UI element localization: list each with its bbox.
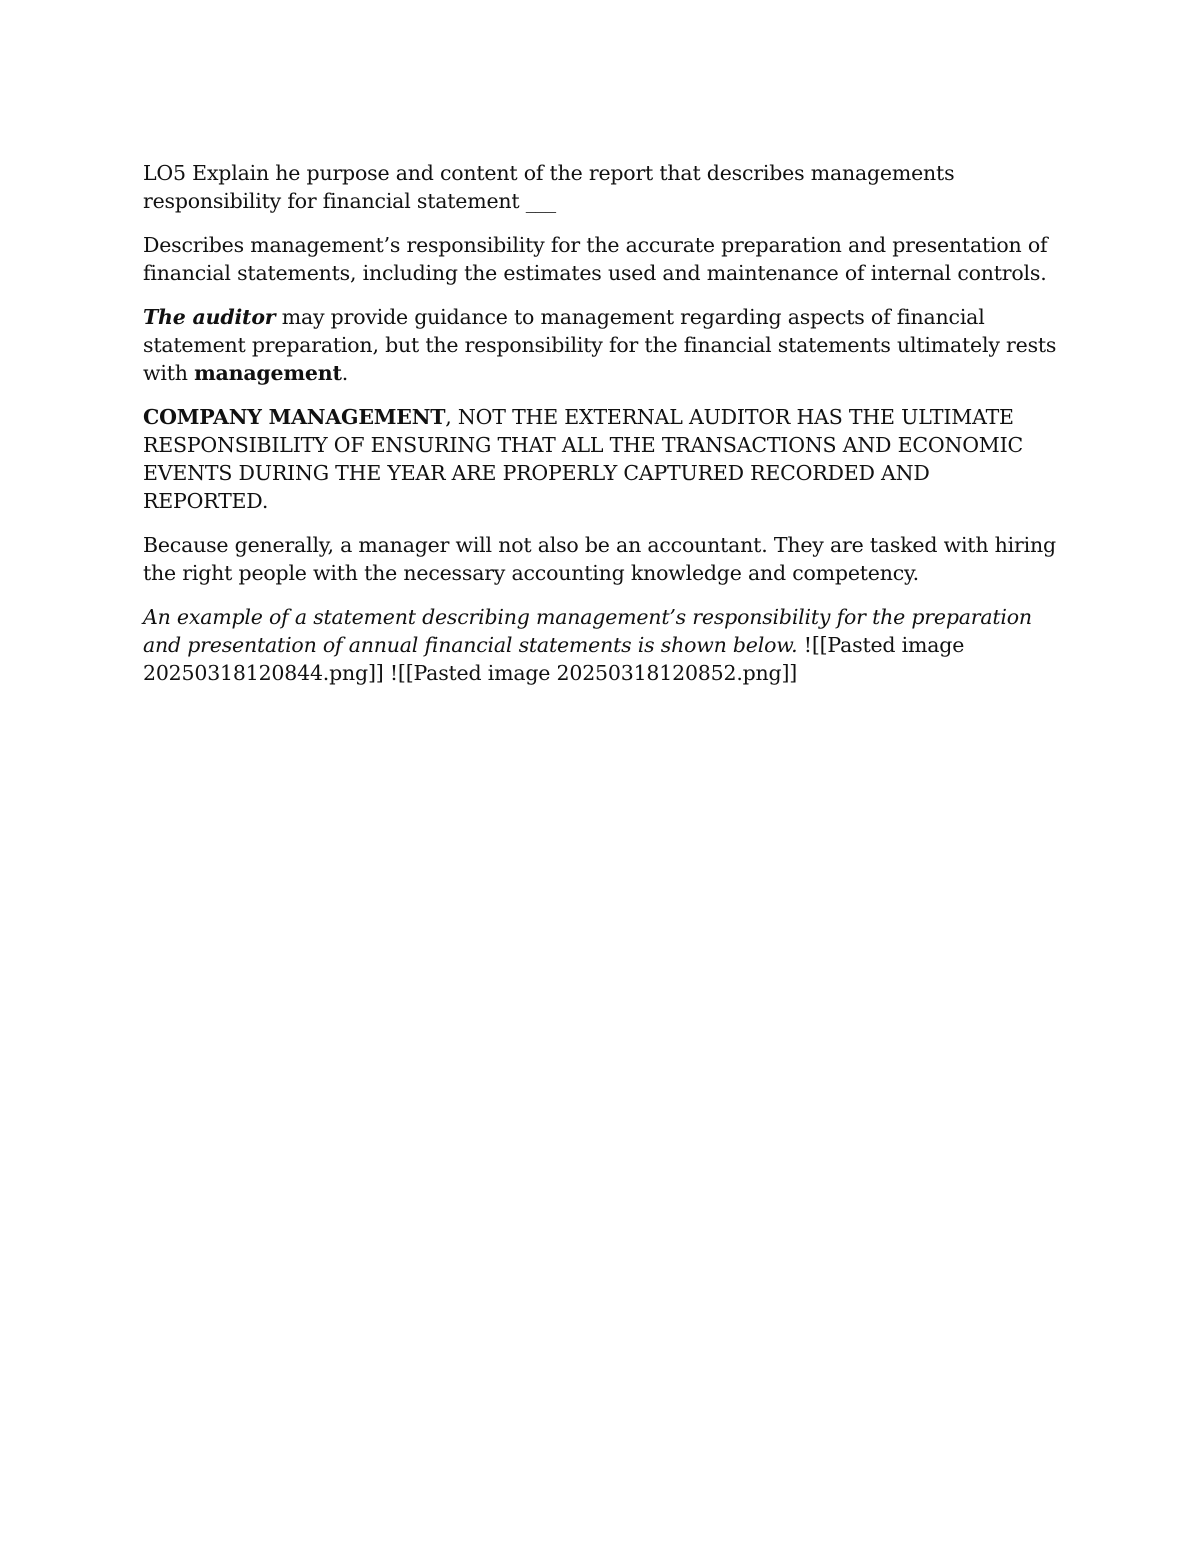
management-responsibility-description bbox=[143, 231, 1058, 287]
auditor-emphasis: The auditor bbox=[143, 305, 276, 329]
pasted-image-embeds: ![[Pasted image 20250318120844.png]] ![[Pasted image 20250318120852.png]] bbox=[143, 633, 965, 685]
learning-objective-heading bbox=[143, 159, 1058, 215]
ultimate-responsibility-text: , NOT THE EXTERNAL AUDITOR HAS THE ULTIMATE RESPONSIBILITY OF ENSURING THAT ALL THE TRANSACTIONS AND ECONOMIC EVENTS DURING THE YEAR ARE PROPERLY CAPTURED RECORDED AND REPORTED. bbox=[143, 405, 1023, 513]
manager-accountant-paragraph bbox=[143, 531, 1058, 587]
company-management-emphasis: COMPANY MANAGEMENT bbox=[143, 405, 446, 429]
document-body bbox=[143, 159, 1058, 703]
management-emphasis: management bbox=[194, 361, 342, 385]
manager-accountant-text: Because generally, a manager will not also be an accountant. They are tasked with hiring the right people with the necessary accounting knowledge and competency. bbox=[143, 533, 1056, 585]
auditor-role-text: may provide guidance to management regarding aspects of financial statement preparation, but the responsibility for the financial statements ultimately rests with bbox=[143, 305, 1057, 385]
description-text: Describes management’s responsibility for the accurate preparation and presentation of financial statements, including the estimates used and maintenance of internal controls. bbox=[143, 233, 1048, 285]
learning-objective-text: LO5 Explain he purpose and content of the report that describes managements responsibility for financial statement ___ bbox=[143, 161, 955, 213]
auditor-role-end: . bbox=[341, 361, 349, 385]
example-statement-paragraph bbox=[143, 603, 1058, 687]
ultimate-responsibility-paragraph bbox=[143, 403, 1058, 515]
example-statement-text: An example of a statement describing management’s responsibility for the preparation and presentation of annual financial statements is shown below. bbox=[143, 605, 1032, 657]
auditor-role-paragraph bbox=[143, 303, 1058, 387]
